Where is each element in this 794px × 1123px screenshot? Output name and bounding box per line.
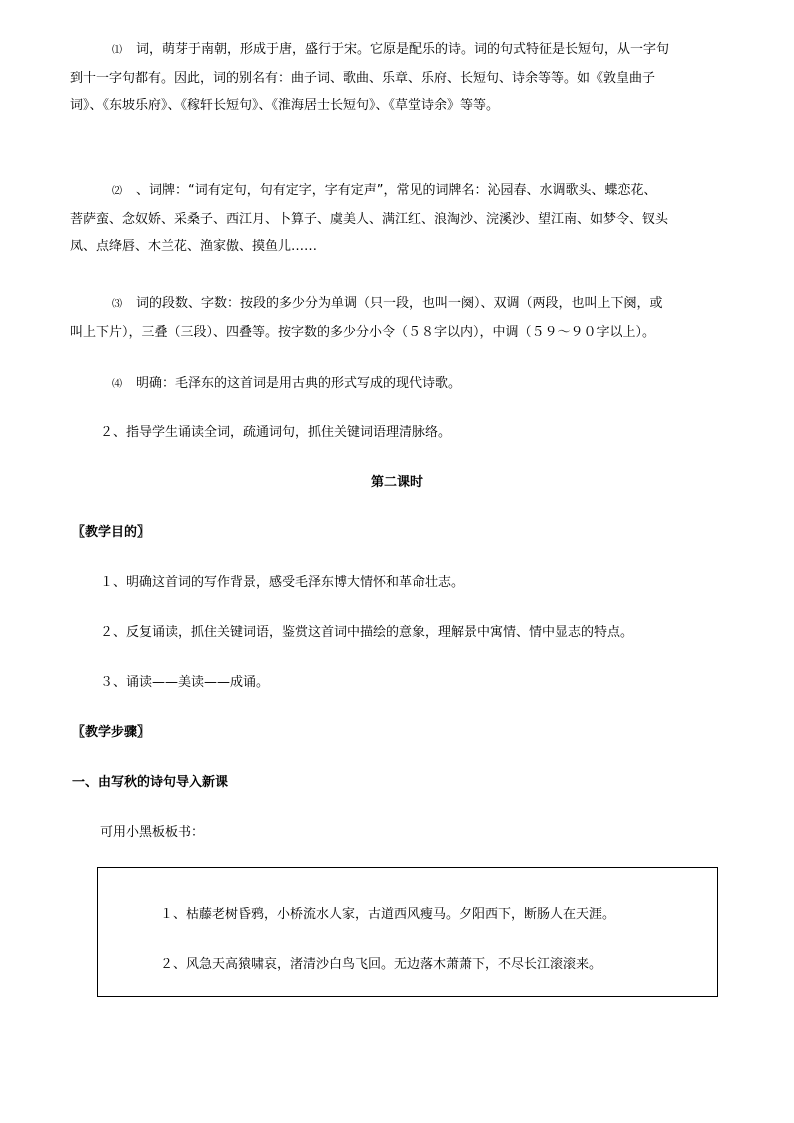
note-1	[70, 36, 726, 120]
note-2	[70, 177, 726, 261]
note-4	[70, 370, 726, 399]
goal-item-2: ２、反复诵读，抓住关键词语，鉴赏这首词中描绘的意象，理解景中寓情、情中显志的特点。	[100, 625, 634, 640]
blackboard-box	[97, 867, 718, 997]
note-2-line-3: 凤、点绛唇、木兰花、渔家傲、摸鱼儿……	[70, 239, 318, 254]
steps-heading: 〖教学步骤〗	[72, 725, 151, 740]
goal-item-3: ３、诵读——美读——成诵。	[100, 675, 270, 690]
note-1-number: ⑴	[112, 45, 122, 56]
goals-heading: 〖教学目的〗	[72, 525, 151, 540]
item-2: ２、指导学生诵读全词，疏通词句，抓住关键词语理清脉络。	[100, 425, 452, 440]
note-2-line-2: 菩萨蛮、念奴娇、采桑子、西江月、卜算子、虞美人、满江红、浪淘沙、浣溪沙、望江南、如梦令、钗头	[70, 211, 669, 227]
note-1-line-3: 词》、《东坡乐府》、《稼轩长短句》、《淮海居士长短句》、《草堂诗余》等等。	[70, 98, 500, 113]
note-3	[70, 290, 726, 346]
note-3-line-1: 词的段数、字数：按段的多少分为单调（只一段，也叫一阕）、双调（两段，也叫上下阕，或	[136, 296, 663, 311]
note-4-text: 明确：毛泽东的这首词是用古典的形式写成的现代诗歌。	[136, 376, 462, 391]
section-title: 第二课时	[370, 475, 423, 490]
note-3-line-2: 叫上下片），三叠（三段）、四叠等。按字数的多少分小令（５８字以内），中调（５９～９０字以上）。	[70, 324, 656, 340]
blackboard-intro: 可用小黑板板书：	[100, 825, 205, 840]
poem-line-1: １、枯藤老树昏鸦，小桥流水人家，古道西风瘦马。夕阳西下，断肠人在天涯。	[160, 907, 616, 922]
step-1-title: 一、由写秋的诗句导入新课	[72, 775, 229, 790]
note-2-line-1: 、词牌：“词有定句，句有定字，字有定声”，常见的词牌名：沁园春、水调歌头、蝶恋花、	[136, 183, 657, 198]
goal-item-1: １、明确这首词的写作背景，感受毛泽东博大情怀和革命壮志。	[100, 575, 465, 590]
note-1-line-2: 到十一字句都有。因此，词的别名有：曲子词、歌曲、乐章、乐府、长短句、诗余等等。如《敦皇曲子	[70, 70, 656, 86]
poem-line-2: ２、风急天高猿啸哀，渚清沙白鸟飞回。无边落木萧萧下，不尽长江滚滚来。	[160, 957, 603, 972]
note-2-number: ⑵	[112, 186, 122, 197]
note-4-number: ⑷	[112, 379, 122, 390]
note-3-number: ⑶	[112, 299, 122, 310]
note-1-line-1: 词，萌芽于南朝，形成于唐，盛行于宋。它原是配乐的诗。词的句式特征是长短句，从一字句	[136, 42, 670, 57]
